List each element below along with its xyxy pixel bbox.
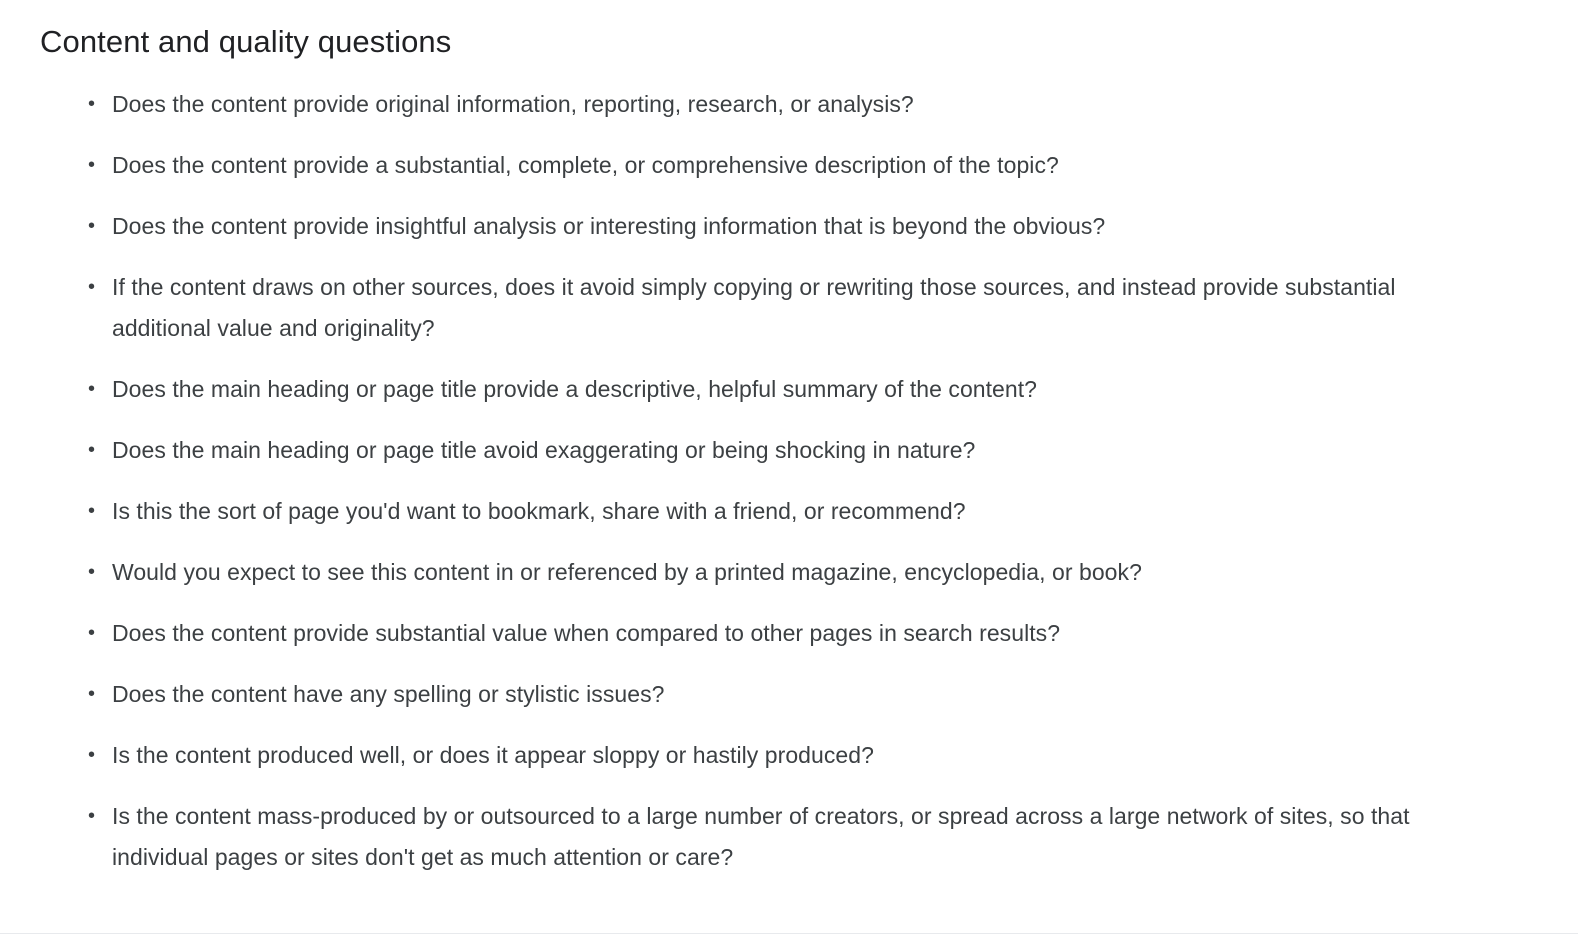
list-item-text: Does the content provide insightful analysis or interesting information that is beyond the obvious? — [112, 213, 1106, 239]
bullet-icon: • — [88, 276, 96, 298]
list-item-text: Is this the sort of page you'd want to bookmark, share with a friend, or recommend? — [112, 498, 966, 524]
bullet-icon: • — [88, 744, 96, 766]
list-item — [0, 735, 1578, 776]
list-item — [0, 491, 1578, 532]
question-list — [0, 62, 1578, 878]
page-title: Content and quality questions — [40, 24, 452, 59]
list-item — [0, 145, 1578, 186]
list-item-text: If the content draws on other sources, does it avoid simply copying or rewriting those sources, and instead provide substantial additional value and originality? — [112, 274, 1396, 341]
list-item — [0, 206, 1578, 247]
list-item-text: Does the content provide substantial value when compared to other pages in search results? — [112, 620, 1061, 646]
bullet-icon: • — [88, 378, 96, 400]
bullet-icon: • — [88, 805, 96, 827]
list-item — [0, 430, 1578, 471]
bullet-icon: • — [88, 154, 96, 176]
list-item-text: Does the content have any spelling or stylistic issues? — [112, 681, 665, 707]
list-item-text: Is the content mass-produced by or outsourced to a large number of creators, or spread across a large network of sites, so that individual pages or sites don't get as much attention or care? — [112, 803, 1410, 870]
list-item — [0, 796, 1578, 878]
list-item-text: Is the content produced well, or does it appear sloppy or hastily produced? — [112, 742, 874, 768]
list-item-text: Would you expect to see this content in or referenced by a printed magazine, encyclopedia, or book? — [112, 559, 1142, 585]
bullet-icon: • — [88, 500, 96, 522]
list-item-text: Does the content provide a substantial, complete, or comprehensive description of the topic? — [112, 152, 1059, 178]
list-item — [0, 369, 1578, 410]
bullet-icon: • — [88, 622, 96, 644]
bullet-icon: • — [88, 215, 96, 237]
bullet-icon: • — [88, 683, 96, 705]
list-item — [0, 267, 1578, 349]
list-item-text: Does the main heading or page title avoid exaggerating or being shocking in nature? — [112, 437, 976, 463]
list-item — [0, 613, 1578, 654]
list-item-text: Does the content provide original information, reporting, research, or analysis? — [112, 91, 914, 117]
bullet-icon: • — [88, 93, 96, 115]
bullet-icon: • — [88, 439, 96, 461]
list-item — [0, 674, 1578, 715]
list-item — [0, 84, 1578, 125]
bullet-icon: • — [88, 561, 96, 583]
list-item-text: Does the main heading or page title provide a descriptive, helpful summary of the content? — [112, 376, 1038, 402]
list-item — [0, 552, 1578, 593]
